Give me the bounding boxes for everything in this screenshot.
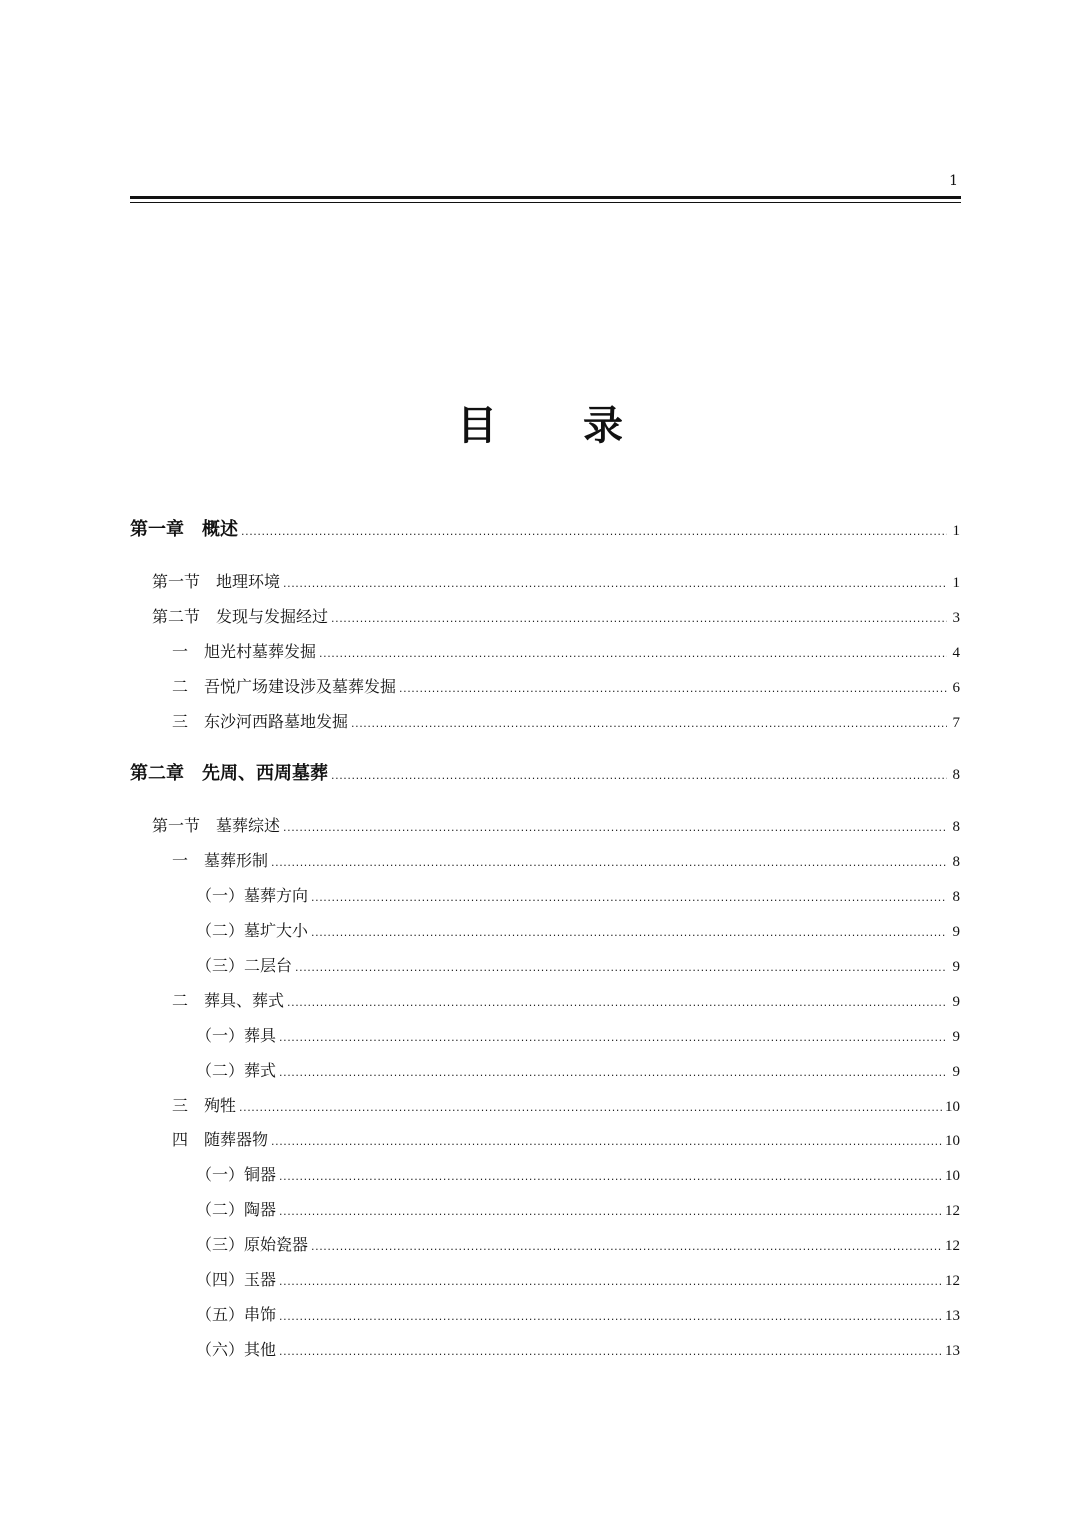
toc-entry-label: （一）铜器 [196, 1165, 277, 1185]
toc-entry-page-number: 13 [945, 1342, 960, 1359]
toc-title: 目 录 [457, 402, 659, 449]
toc-entry-label: 四 随葬器物 [172, 1130, 269, 1150]
toc-entry[interactable] [130, 879, 960, 914]
dot-leader [279, 1056, 947, 1091]
toc-entry-page-number: 9 [952, 1063, 960, 1080]
toc-entry-label: （三）二层台 [196, 956, 293, 976]
toc-entry-label: （四）玉器 [196, 1270, 277, 1290]
toc-entry-page-number: 1 [952, 523, 960, 539]
toc-entry[interactable] [130, 670, 960, 705]
toc-entry[interactable] [130, 635, 960, 670]
toc-entry[interactable] [130, 809, 960, 844]
toc-entry-label: 三 殉牲 [172, 1095, 237, 1115]
toc-entry-page-number: 4 [952, 644, 960, 661]
dot-leader [319, 637, 947, 672]
toc-entry[interactable] [130, 844, 960, 879]
toc-entry[interactable] [130, 1123, 960, 1158]
toc-entry-label: （三）原始瓷器 [196, 1235, 309, 1255]
toc-entry-label: 一 墓葬形制 [172, 851, 269, 871]
dot-leader [399, 672, 947, 707]
dot-leader [279, 1335, 942, 1370]
toc-entry-page-number: 9 [952, 959, 960, 976]
toc-entry-label: （二）墓圹大小 [196, 921, 309, 941]
dot-leader [283, 811, 947, 846]
toc-entry-page-number: 9 [952, 924, 960, 941]
toc-entry[interactable] [130, 1158, 960, 1193]
toc-entry-label: 二 葬具、葬式 [172, 990, 285, 1010]
dot-leader [271, 846, 947, 881]
toc-entry-label: 第一章 概述 [130, 519, 238, 540]
header-rule [130, 196, 961, 199]
dot-leader [279, 1160, 942, 1195]
toc-entry-page-number: 3 [952, 609, 960, 626]
toc-entry[interactable] [130, 914, 960, 949]
dot-leader [279, 1265, 942, 1300]
toc-entry-page-number: 1 [952, 575, 960, 591]
toc-entry[interactable] [130, 565, 960, 600]
toc-entry[interactable] [130, 1333, 960, 1368]
toc-entry-page-number: 13 [945, 1307, 960, 1324]
dot-leader [311, 881, 947, 916]
toc-entry-page-number: 8 [952, 767, 960, 784]
dot-leader [279, 1195, 942, 1230]
toc-entry-label: （六）其他 [196, 1339, 277, 1359]
toc-chapter-entry[interactable] [130, 512, 960, 548]
dot-leader [283, 567, 947, 602]
toc-entry[interactable] [130, 1193, 960, 1228]
toc-entry-page-number: 10 [945, 1098, 960, 1115]
toc-entry-page-number: 12 [945, 1238, 960, 1255]
toc-entry-label: 三 东沙河西路墓地发掘 [172, 711, 349, 731]
toc-entry-label: （一）墓葬方向 [196, 886, 309, 906]
toc-entry-page-number: 8 [952, 889, 960, 906]
dot-leader [311, 916, 947, 951]
toc-entry-label: （一）葬具 [196, 1025, 277, 1045]
toc-entry[interactable] [130, 1228, 960, 1263]
dot-leader [239, 1091, 942, 1126]
toc-entry-page-number: 6 [952, 679, 960, 696]
toc-entry-page-number: 8 [952, 819, 960, 836]
dot-leader [331, 758, 947, 794]
toc-entry[interactable] [130, 600, 960, 635]
table-of-contents [130, 512, 960, 1368]
toc-entry-label: （二）陶器 [196, 1200, 277, 1220]
toc-entry[interactable] [130, 1019, 960, 1054]
dot-leader [271, 1125, 942, 1160]
toc-entry-label: 第二节 发现与发掘经过 [152, 606, 329, 626]
toc-entry-page-number: 9 [952, 1028, 960, 1045]
toc-entry-page-number: 9 [952, 993, 960, 1010]
dot-leader [331, 602, 947, 637]
toc-entry[interactable] [130, 984, 960, 1019]
toc-entry[interactable] [130, 1089, 960, 1124]
toc-entry-label: 第一节 地理环境 [152, 572, 281, 591]
toc-entry-page-number: 10 [945, 1168, 960, 1185]
toc-entry-label: 第二章 先周、西周墓葬 [130, 763, 328, 785]
toc-entry[interactable] [130, 949, 960, 984]
dot-leader [351, 707, 947, 742]
dot-leader [311, 1230, 942, 1265]
toc-entry[interactable] [130, 705, 960, 740]
toc-entry-page-number: 7 [952, 714, 960, 731]
toc-entry-label: 一 旭光村墓葬发掘 [172, 641, 317, 661]
toc-entry-label: 二 吾悦广场建设涉及墓葬发掘 [172, 676, 397, 696]
dot-leader [279, 1300, 942, 1335]
dot-leader [287, 986, 947, 1021]
dot-leader [241, 514, 947, 550]
running-page-number: 1 [949, 173, 958, 189]
header-rule-thin [130, 202, 961, 203]
toc-entry-page-number: 12 [945, 1203, 960, 1220]
toc-entry-label: 第一节 墓葬综述 [152, 816, 281, 836]
toc-entry[interactable] [130, 1263, 960, 1298]
toc-entry-label: （五）串饰 [196, 1304, 277, 1324]
toc-entry-page-number: 8 [952, 854, 960, 871]
dot-leader [279, 1021, 947, 1056]
dot-leader [295, 951, 947, 986]
toc-chapter-entry[interactable] [130, 756, 960, 792]
toc-entry[interactable] [130, 1054, 960, 1089]
toc-entry-label: （二）葬式 [196, 1060, 277, 1080]
toc-entry-page-number: 10 [945, 1133, 960, 1150]
toc-entry-page-number: 12 [945, 1273, 960, 1290]
toc-entry[interactable] [130, 1298, 960, 1333]
